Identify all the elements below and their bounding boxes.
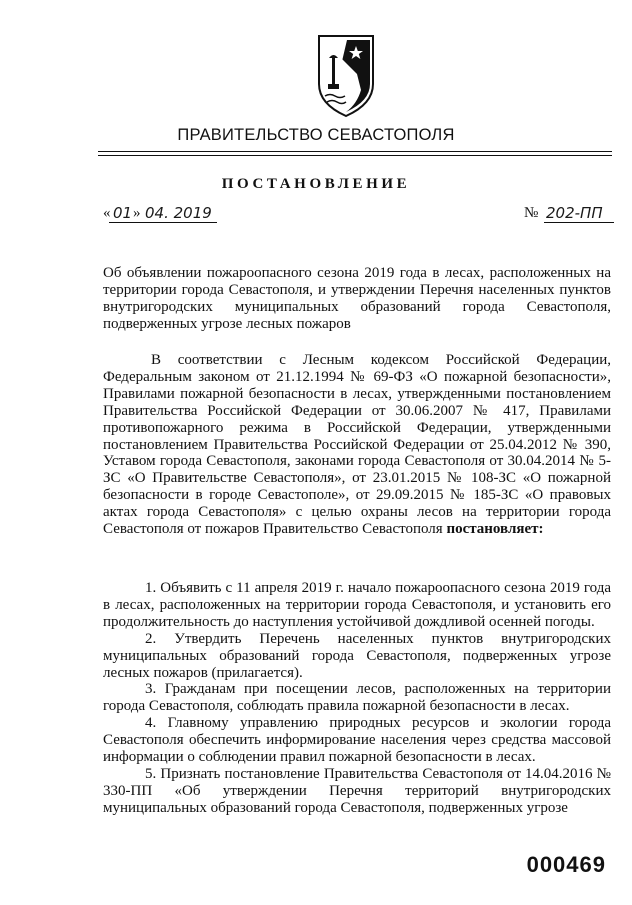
document-number — [524, 201, 614, 223]
serial-number: 000469 — [526, 852, 606, 877]
item-3: 3. Гражданам при посещении лесов, расположенных на территории города Севастополя, соблюдать правила пожарной безопасности в лесах. — [103, 681, 611, 715]
resolution-items — [103, 580, 611, 817]
document-date — [103, 201, 218, 223]
date-close-quote: » — [133, 205, 141, 221]
item-4: 4. Главному управлению природных ресурсов и экологии города Севастополя обеспечить информирование населения через средства массовой информации о соблюдении правил пожарной безопасности в лесах. — [103, 715, 611, 766]
document-type: ПОСТАНОВЛЕНИЕ — [221, 176, 411, 192]
header-rule-thick — [98, 151, 612, 152]
document-title: Об объявлении пожароопасного сезона 2019 года в лесах, расположенных на территории города Севастополя, и утверждении Перечня населенных пунктов внутригородских муниципальных образований города Севастополя, подверженных угрозе лесных пожаров — [103, 265, 611, 332]
preamble-text: В соответствии с Лесным кодексом Российской Федерации, Федеральным законом от 21.12.1994 № 69-ФЗ «О пожарной безопасности», Правилами пожарной безопасности в лесах, утвержденными постановлением Правительства Российской Федерации от 30.06.2007 № 417, Правилами противопожарного режима в Российской Федерации, утвержденными постановлением Правительства Российской Федерации от 25.04.2012 № 390, Уставом города Севастополя, законами города Севастополя от 30.04.2014 № 5-ЗС «О Правительстве Севастополя», от 23.01.2015 № 108-ЗС «О пожарной безопасности в городе Севастополе», от 29.09.2015 № 185-ЗС «О правовых актах города Севастополя» с целью охраны лесов на территории города Севастополя от пожаров Правительство Севастополя — [103, 352, 611, 538]
date-day: 01 — [113, 204, 133, 222]
item-2: 2. Утвердить Перечень населенных пунктов внутригородских муниципальных образований города Севастополя, подверженных угрозе лесных пожаров (прилагается). — [103, 630, 611, 681]
date-underline — [109, 222, 217, 223]
date-month-year: 04. 2019 — [145, 204, 212, 222]
number-prefix: № — [524, 205, 539, 221]
resolves-colon: : — [538, 521, 544, 538]
number-value: 202-ПП — [546, 204, 603, 222]
date-open-quote: « — [103, 205, 111, 221]
item-1: 1. Объявить с 11 апреля 2019 г. начало пожароопасного сезона 2019 года в лесах, расположенных на территории города Севастополя, и установить его продолжительность до наступления устойчивой дождливой осенней погоды. — [103, 580, 611, 630]
government-title: ПРАВИТЕЛЬСТВО СЕВАСТОПОЛЯ — [177, 126, 455, 144]
header-rule-thin — [98, 155, 612, 156]
preamble — [103, 352, 611, 538]
number-underline — [544, 222, 614, 223]
item-5: 5. Признать постановление Правительства Севастополя от 14.04.2016 № 330-ПП «Об утверждении Перечня территорий внутригородских муниципальных образований города Севастополя, подверженных угрозе — [103, 765, 611, 816]
coat-of-arms-icon — [317, 34, 375, 118]
resolves-word: постановляет — [446, 521, 539, 538]
